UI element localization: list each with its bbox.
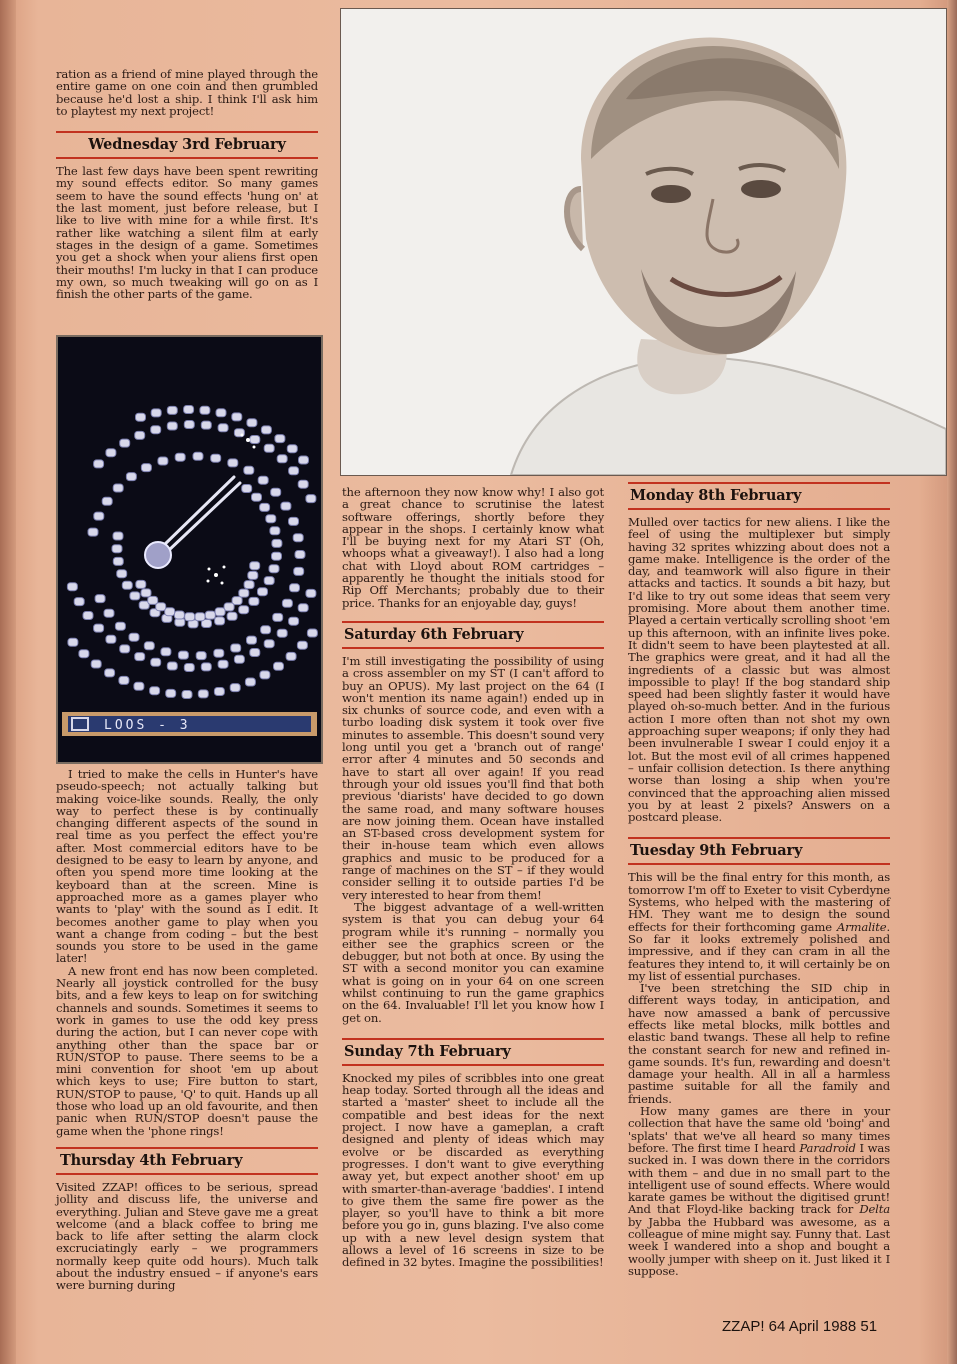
game-title-delta: Delta	[859, 1202, 890, 1217]
heading-wednesday: Wednesday 3rd February	[56, 131, 318, 159]
heading-monday: Monday 8th February	[628, 482, 890, 510]
column-2	[342, 486, 604, 1269]
heading-tuesday: Tuesday 9th February	[628, 837, 890, 865]
afternoon-paragraph: the afternoon they now know why! I also got a great chance to scrutinise the latest software offerings, shortly before they appear in the shops. I certainly know what I'll be buying next for my Atari ST (Oh, whoops what a giveaway!). I also had a long chat with Lloyd about ROM cartridges – apparently he thought the initials stood for Rip Off Merchants; probably due to their price. Thanks for an enjoyable day, guys!	[342, 485, 604, 610]
heading-saturday: Saturday 6th February	[342, 621, 604, 649]
column-3	[628, 478, 890, 1277]
game-screenshot-graphic	[58, 337, 321, 762]
game-screenshot	[56, 335, 323, 764]
column-1-bottom	[56, 768, 318, 1292]
sunday-paragraph: Knocked my piles of scribbles into one great heap today. Sorted through all the ideas and started a 'master' sheet to include all the compatible and best ideas for the next project. I now have a gameplan, a craft designed and plenty of ideas which may evolve or be discarded as everything progresses. I don't want to give everything away yet, but expect another shoot' em up with smarter-than-average 'baddies'. I intend to give them the same fire power as the player, so you'll have to think a bit more before you go in, guns blazing. I've also come up with a new level design system that allows a level of 16 screens in size to be defined in 32 bytes. Imagine the possibilities!	[342, 1070, 604, 1270]
hunters-paragraph: I tried to make the cells in Hunter's have pseudo-speech; not actually talking but making voice-like sounds. Really, the only way to perfect these is by continually changing different aspects of the sound in real time as you perfect the effect you're after. Most commercial editors have to be designed to be easy to learn by anyone, and often you spend more time looking at the keyboard than at the screen. Mine is approached more as a games player who wants to 'play' with the sound as I edit. It becomes another game to play when you want a change from coding – but the best sounds you store to be used in the game later!	[56, 767, 318, 966]
intro-paragraph: ration as a friend of mine played through the entire game on one coin and then grumbled because he'd lost a ship. I think I'll ask him to playtest my next project!	[56, 67, 318, 118]
page-spine	[0, 0, 16, 1364]
heading-sunday: Sunday 7th February	[342, 1038, 604, 1066]
column-1-top	[56, 68, 318, 300]
page-footer: ZZAP! 64 April 1988 51	[722, 1318, 878, 1335]
wednesday-paragraph: The last few days have been spent rewriting my sound effects editor. So many games seem to have the sound effects 'hung on' at the last moment, just before release, but I like to live with mine for a while first. It's rather like watching a silent film at early stages in the design of a game. Sometimes you get a shock when your aliens first open their mouths! I'm lucky in that I can produce my own, so much tweaking will go on as I finish the other parts of the game.	[56, 164, 318, 302]
game-title-paradroid: Paradroid	[799, 1140, 856, 1155]
tuesday-paragraph-1: This will be the final entry for this month, as tomorrow I'm off to Exeter to visit Cyberdyne Systems, who helped with the mastering of HM. They want me to design the sound effects for their forthcoming game Armalite. So far it looks extremely polished and impressive, and if they can cram in all the features they intend to, it will certainly be on my list of essential purchases.	[628, 870, 890, 983]
author-photo	[340, 8, 947, 476]
front-end-paragraph: A new front end has now been completed. Nearly all joystick controlled for the busy bits, and a few keys to leap on for switching channels and sounds. Sometimes it seems to work in games to use the odd key press during the action, but I can never cope with anything other than the space bar or RUN/STOP to pause. There seems to be a mini convention for shoot 'em up about which keys to use; Fire button to start, RUN/STOP to pause, 'Q' to quit. Hands up all those who load up an old favourite, and then panic when RUN/STOP doesn't pause the game when the 'phone rings!	[56, 963, 318, 1138]
thursday-paragraph: Visited ZZAP! offices to be serious, spread jollity and discuss life, the universe and everything. Julian and Steve gave me a great welcome (and a black coffee to bring me back to life after setting the alarm clock excruciatingly early – we programmers normally keep quite odd hours). Much talk about the industry ensued – if anyone's ears were burning during	[56, 1179, 318, 1293]
tuesday-paragraph-2: I've been stretching the SID chip in different ways today, in anticipation, and have now amassed a bank of percussive effects like metal blocks, milk bottles and elastic band twangs. These all help to refine the constant search for new and refined in-game sounds. It's fun, rewarding and doesn't damage your health. All in all a harmless pastime suitable for all the family and friends.	[628, 981, 890, 1106]
saturday-paragraph-2: The biggest advantage of a well-written system is that you can debug your 64 program while it's running – normally you either see the graphics screen or the debugger, but not both at once. By using the ST with a second monitor you can examine what is going on in your 64 on one screen whilst continuing to run the game graphics on the 64. Invaluable! I'll let you know how I get on.	[342, 899, 604, 1025]
tuesday-paragraph-3: How many games are there in your collection that have the same old 'boing' and 'splats' that we've all heard so many times before. The first time I heard Paradroid I was sucked in. I was down there in the corridors with them – and due in no small part to the intelligent use of sound effects. Where would karate games be without the digitised grunt! And that Floyd-like backing track for Delta by Jabba the Hubbard was awesome, as a colleague of mine might say. Funny that. Last week I wandered into a shop and bought a woolly jumper with sheep on it. Just liked it I suppose.	[628, 1104, 890, 1278]
heading-thursday: Thursday 4th February	[56, 1147, 318, 1175]
game-status-text: LOOS - 3	[104, 718, 191, 733]
game-title-armalite: Armalite	[836, 919, 887, 934]
saturday-paragraph-1: I'm still investigating the possibility of using a cross assembler on my ST (I can't afford to buy an OPUS). My last project on the 64 (I won't mention its name again!) ended up in six chunks of source code, and even with a turbo loading disk system it took over five minutes to assemble. This doesn't sound very long until you get a 'branch out of range' error after 4 minutes and 50 seconds and have to start all over again! If you read through your old issues you'll find that both previous 'diarists' have decided to go down the same road, and many software houses are now joining them. Ocean have installed an ST-based cross development system for their in-house team which even allows graphics and music to be produced for a range of machines on the ST – if they would consider selling it to outside parties I'd be very interested to hear from them!	[342, 653, 604, 902]
monday-paragraph: Mulled over tactics for new aliens. I like the feel of using the multiplexer but simply having 32 sprites whizzing about does not a game make. Intelligence is the order of the day, and teamwork will also figure in their attacks and tactics. It sounds a bit hazy, but I'd like to try out some ideas that seem very promising. More about them another time. Played a certain vertically scrolling shoot 'em up this afternoon, with an infinite lives poke. It didn't seem to have been playtested at all. The graphics were great, and it had all the ingredients of a classic but was almost impossible to play! If the bog standard ship speed had been slightly faster it would have played oh-so-much better. And in the furious action I more often than not shot my own approaching super weapons; if only they had been invulnerable I swear I could enjoy it a lot. But the most evil of all crimes happened – unfair collision detection. Is there anything worse than losing a ship when you're convinced that the approaching alien missed you by at least 2 pixels? Answers on a postcard please.	[628, 515, 890, 825]
page-edge	[947, 0, 957, 1364]
author-portrait	[341, 9, 946, 475]
